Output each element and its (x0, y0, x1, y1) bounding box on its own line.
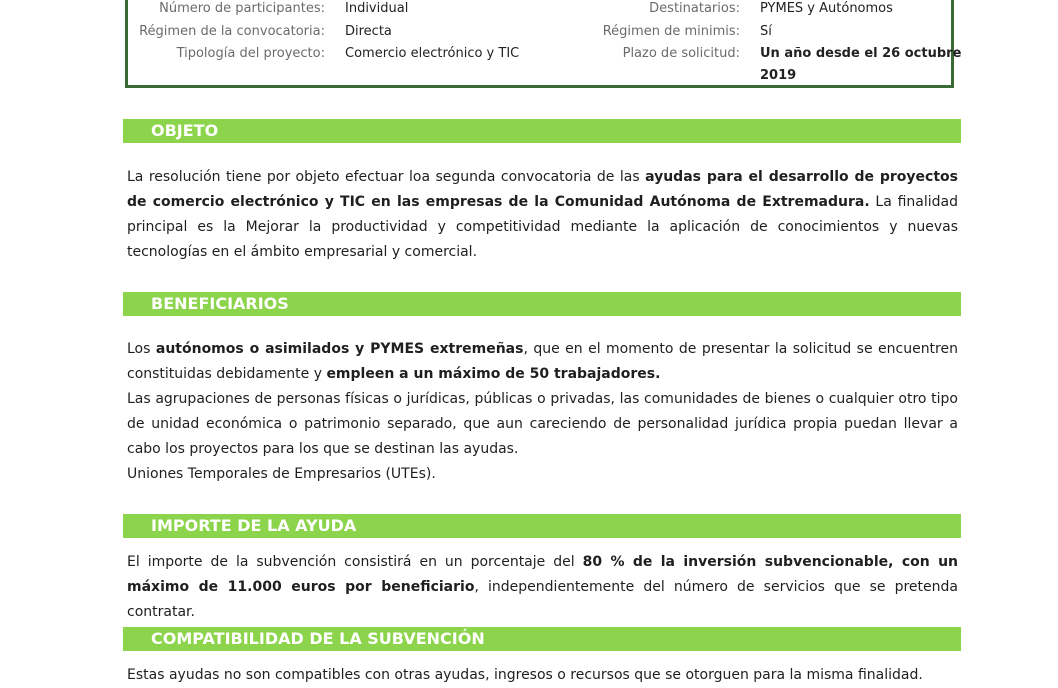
label-destinatarios: Destinatarios: (649, 1, 740, 16)
beneficiarios-text-1: Los (127, 341, 156, 357)
paragraph-beneficiarios (127, 337, 958, 487)
section-title-objeto: OBJETO (123, 119, 961, 143)
value-regimen-convocatoria: Directa (345, 24, 392, 39)
importe-text-2: , independientemente del número de servicios que se pretenda contratar. (127, 579, 958, 620)
label-plazo: Plazo de solicitud: (622, 46, 740, 61)
label-participantes: Número de participantes: (159, 1, 325, 16)
beneficiarios-text-2: , que en el momento de presentar la solicitud se encuentren constituidas debidamente y (127, 341, 958, 382)
importe-bold-1: 80 % de la inversión subvencionable, con un máximo de 11.000 euros por beneficiario (127, 554, 959, 595)
value-minimis: Sí (760, 24, 772, 39)
objeto-text-1: La resolución tiene por objeto efectuar loa segunda convocatoria de las (127, 169, 646, 185)
section-title-importe: IMPORTE DE LA AYUDA (123, 514, 961, 538)
beneficiarios-bold-1: autónomos o asimilados y PYMES extremeñas (155, 341, 524, 357)
section-title-beneficiarios: BENEFICIARIOS (123, 292, 961, 316)
value-tipologia: Comercio electrónico y TIC (345, 46, 520, 61)
beneficiarios-paragraph-2: Las agrupaciones de personas físicas o jurídicas, públicas o privadas, las comunidades de bienes o cualquier otro tipo de unidad económica o patrimonio separado, que aun careciendo de personalidad jurídica propia puedan llevar a cabo los proyectos para los que se destinan las ayudas. (127, 391, 958, 457)
label-regimen-convocatoria: Régimen de la convocatoria: (139, 24, 325, 39)
value-destinatarios: PYMES y Autónomos (760, 1, 893, 16)
objeto-bold-1: ayudas para el desarrollo de proyectos de comercio electrónico y TIC en las empresas de la Comunidad Autónoma de Extremadura. (127, 169, 958, 210)
paragraph-compatibilidad (127, 663, 958, 688)
importe-text-1: El importe de la subvención consistirá en un porcentaje del (127, 554, 583, 570)
label-tipologia: Tipología del proyecto: (176, 46, 325, 61)
objeto-text-2: La finalidad principal es la Mejorar la productividad y competitividad mediante la aplicación de conocimientos y nuevas tecnologías en el ámbito empresarial y comercial. (127, 194, 958, 260)
value-participantes: Individual (345, 1, 409, 16)
value-plazo-line2: 2019 (760, 68, 797, 83)
paragraph-importe (127, 550, 958, 625)
paragraph-objeto (127, 165, 958, 265)
label-minimis: Régimen de minimis: (602, 24, 740, 39)
beneficiarios-bold-2: empleen a un máximo de 50 trabajadores. (326, 366, 661, 382)
section-title-compatibilidad: COMPATIBILIDAD DE LA SUBVENCIÓN (123, 627, 961, 651)
value-plazo-line1: Un año desde el 26 octubre (760, 46, 962, 61)
compatibilidad-text-1: Estas ayudas no son compatibles con otras ayudas, ingresos o recursos que se otorguen para la misma finalidad. (127, 667, 923, 683)
beneficiarios-paragraph-3: Uniones Temporales de Empresarios (UTEs). (127, 466, 436, 482)
